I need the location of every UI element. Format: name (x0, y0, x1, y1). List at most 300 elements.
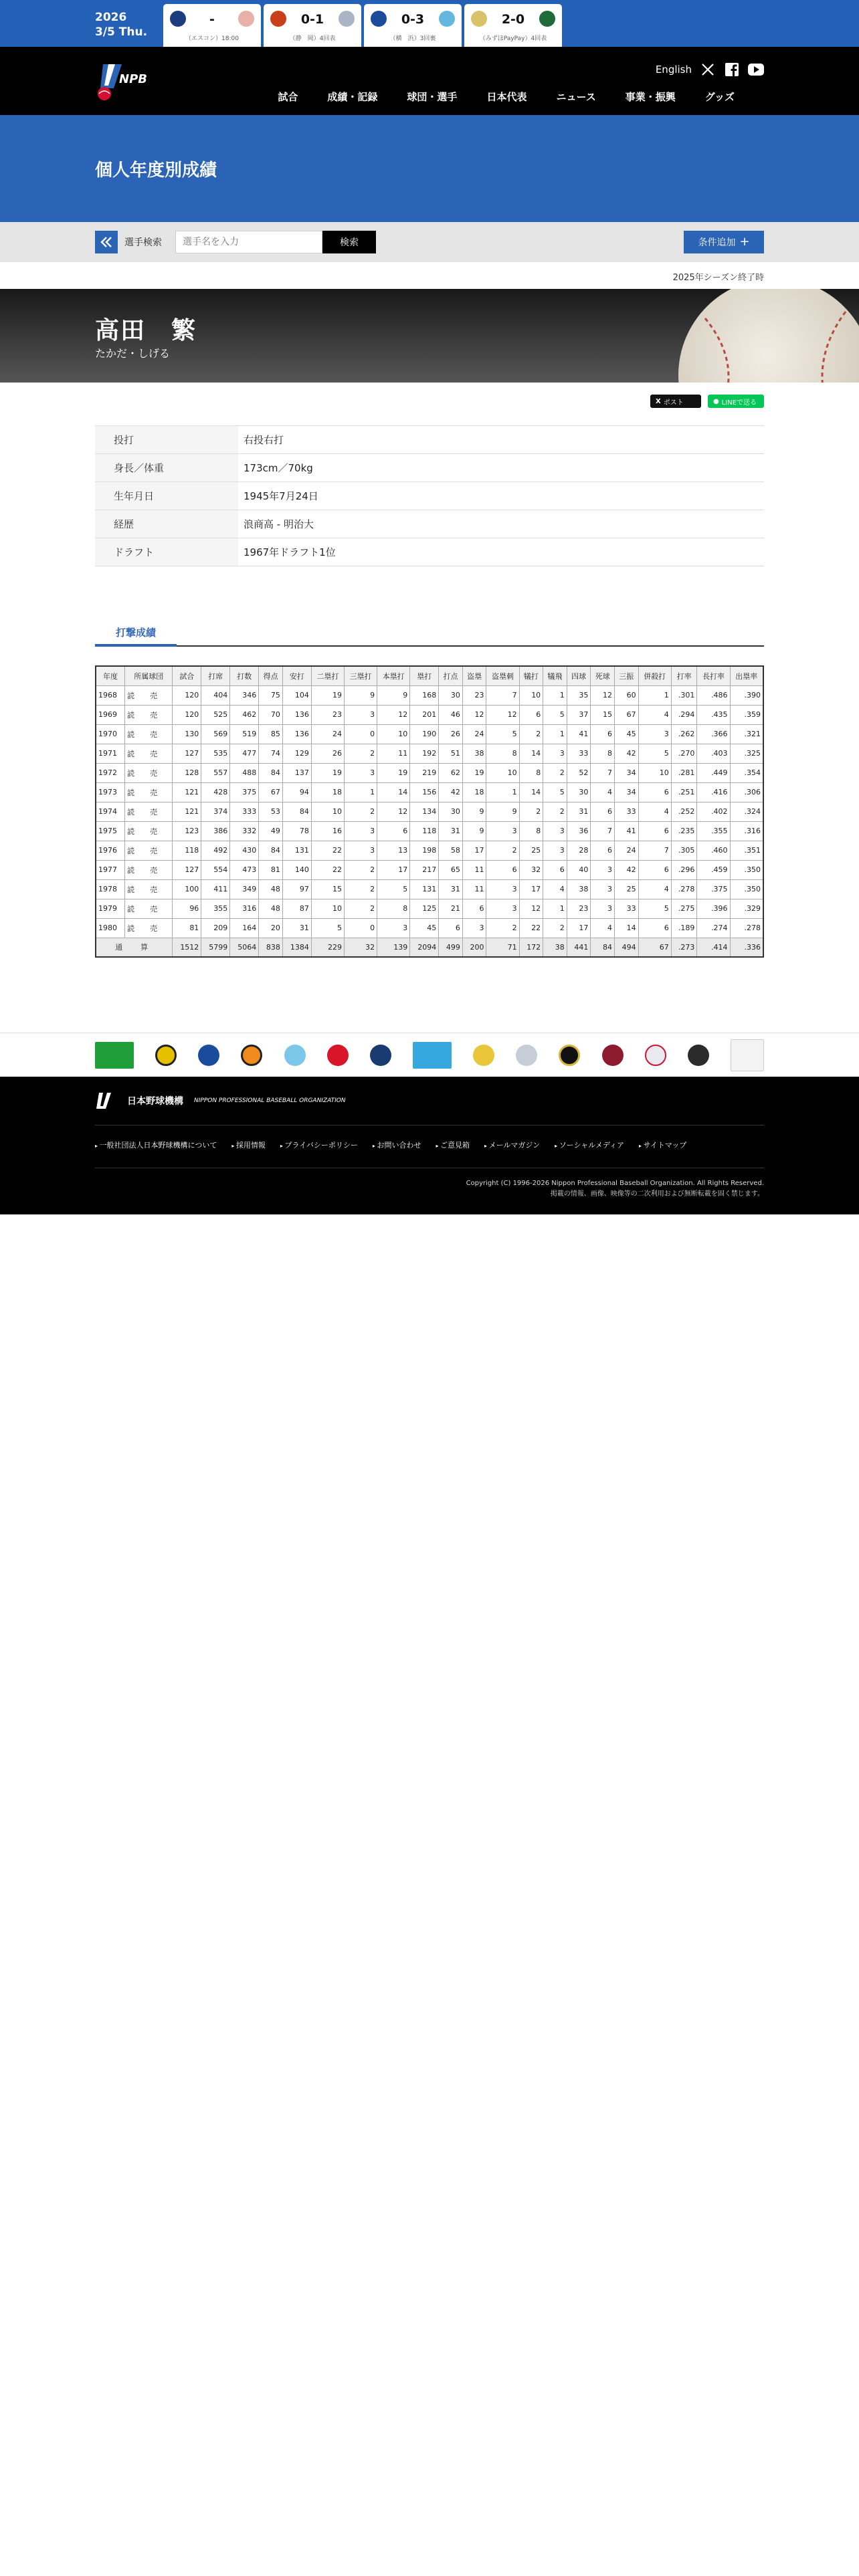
footer-link-sitemap[interactable]: ▸ サイトマップ (639, 1140, 686, 1150)
footer-link-privacy[interactable]: ▸ プライバシーポリシー (280, 1140, 358, 1150)
stats-cell: 31 (439, 821, 463, 841)
stats-cell: 411 (201, 879, 230, 899)
stats-cell: 136 (282, 705, 311, 724)
stats-cell: 49 (259, 821, 283, 841)
stats-row (96, 724, 763, 744)
stats-cell: 569 (201, 724, 230, 744)
npb-logo[interactable] (95, 59, 157, 104)
line-share-button[interactable] (708, 395, 764, 408)
stats-cell: 3 (543, 744, 567, 763)
stats-total-cell: 200 (462, 938, 486, 957)
stats-cell: 読 売 (125, 705, 173, 724)
stats-cell: 1974 (96, 802, 125, 821)
stats-cell: 45 (615, 724, 639, 744)
stats-total-cell: .414 (697, 938, 730, 957)
stats-cell: 58 (439, 841, 463, 860)
nav-games[interactable]: 試合 (278, 91, 298, 103)
copyright-text: Copyright (C) 1996-2026 Nippon Professional Baseball Organization. All Rights Reserved. (466, 1180, 764, 1187)
stats-cell: 3 (486, 899, 519, 918)
stats-cell: 136 (282, 724, 311, 744)
stats-column-header: 得点 (259, 666, 283, 685)
stats-cell: 16 (311, 821, 344, 841)
stats-cell: 22 (311, 841, 344, 860)
stats-cell: 12 (462, 705, 486, 724)
stats-cell: 12 (377, 705, 410, 724)
stats-cell: .252 (671, 802, 697, 821)
search-button[interactable]: 検索 (322, 231, 376, 253)
stats-cell: 5 (638, 899, 671, 918)
stats-cell: 129 (282, 744, 311, 763)
team-logo-icon[interactable] (602, 1045, 624, 1066)
team-logo-icon[interactable] (241, 1045, 262, 1066)
stats-cell: 11 (377, 744, 410, 763)
player-name-input[interactable] (175, 231, 322, 253)
stats-cell: 14 (519, 744, 543, 763)
stats-cell: 24 (311, 724, 344, 744)
game-venue: （エスコン）18:00 (185, 35, 239, 42)
tab-batting[interactable]: 打撃成績 (95, 623, 177, 647)
stats-column-header: 犠打 (519, 666, 543, 685)
page-title: 個人年度別成績 (95, 160, 217, 181)
team-logo-icon[interactable] (688, 1045, 709, 1066)
nav-japan[interactable]: 日本代表 (486, 91, 527, 103)
central-league-logo-icon[interactable] (95, 1042, 134, 1069)
team-logo-icon[interactable] (155, 1045, 177, 1066)
global-nav (263, 88, 749, 106)
stats-cell: 118 (410, 821, 439, 841)
stats-cell: .324 (730, 802, 763, 821)
stats-cell: 36 (567, 821, 591, 841)
stats-column-header: 所属球団 (125, 666, 173, 685)
stats-cell: .275 (671, 899, 697, 918)
stats-cell: 12 (519, 899, 543, 918)
stats-cell: 10 (311, 802, 344, 821)
stats-cell: .449 (697, 763, 730, 782)
stats-cell: 33 (567, 744, 591, 763)
batting-stats-table (95, 665, 764, 958)
site-footer (0, 1077, 859, 1214)
team-logo-icon[interactable] (284, 1045, 306, 1066)
stats-cell: .281 (671, 763, 697, 782)
nav-goods[interactable]: グッズ (704, 91, 735, 103)
profile-row (95, 510, 764, 538)
stats-cell: 121 (173, 782, 201, 802)
stats-row (96, 841, 763, 860)
stats-cell: 19 (377, 763, 410, 782)
stats-cell: 3 (345, 763, 377, 782)
stats-cell: 読 売 (125, 821, 173, 841)
stats-cell: 1969 (96, 705, 125, 724)
stats-cell: 374 (201, 802, 230, 821)
stats-cell: 26 (311, 744, 344, 763)
game-list (163, 4, 562, 47)
stats-cell: 読 売 (125, 918, 173, 938)
stats-cell: 22 (519, 918, 543, 938)
game-score: 0-3 (401, 12, 425, 27)
player-search-bar (0, 222, 859, 262)
stats-total-cell: 2094 (410, 938, 439, 957)
stats-cell: 7 (591, 763, 615, 782)
stats-cell: 1980 (96, 918, 125, 938)
stats-cell: 2 (519, 724, 543, 744)
stats-cell: 120 (173, 705, 201, 724)
stats-total-row (96, 938, 763, 957)
stats-cell: 1970 (96, 724, 125, 744)
npb-mark-icon (95, 1091, 122, 1110)
game-venue: （静 岡）4回表 (289, 35, 336, 42)
stats-cell: 31 (567, 802, 591, 821)
search-toggle-button[interactable] (95, 231, 118, 253)
stats-total-label: 通 算 (96, 938, 173, 957)
stats-cell: 14 (519, 782, 543, 802)
stats-cell: 1 (345, 782, 377, 802)
stats-cell: .262 (671, 724, 697, 744)
stats-cell: 5 (543, 782, 567, 802)
stats-cell: 84 (282, 802, 311, 821)
stats-cell: 2 (486, 918, 519, 938)
stats-cell: 131 (410, 879, 439, 899)
stats-cell: 10 (486, 763, 519, 782)
samurai-japan-logo-icon[interactable] (731, 1039, 764, 1071)
nav-news[interactable]: ニュース (556, 91, 596, 103)
stats-cell: 192 (410, 744, 439, 763)
stats-cell: 4 (638, 705, 671, 724)
stats-cell: 4 (543, 879, 567, 899)
stats-cell: 2 (543, 763, 567, 782)
stats-cell: 12 (486, 705, 519, 724)
stats-cell: 38 (462, 744, 486, 763)
stats-cell: 41 (567, 724, 591, 744)
game-score: - (209, 12, 215, 27)
stats-cell: 96 (173, 899, 201, 918)
stats-cell: 9 (462, 821, 486, 841)
stats-cell: .306 (730, 782, 763, 802)
stats-cell: .296 (671, 860, 697, 879)
stats-cell: 554 (201, 860, 230, 879)
add-condition-button[interactable] (684, 231, 764, 253)
today-date (95, 7, 163, 39)
stats-cell: 519 (230, 724, 259, 744)
game-card[interactable] (464, 4, 562, 47)
stats-column-header: 四球 (567, 666, 591, 685)
stats-cell: .321 (730, 724, 763, 744)
stats-total-cell: 838 (259, 938, 283, 957)
stats-cell: .354 (730, 763, 763, 782)
stats-cell: 355 (201, 899, 230, 918)
footer-link-about[interactable]: ▸ 一般社団法人日本野球機構について (95, 1140, 217, 1150)
x-icon[interactable] (700, 62, 716, 78)
stats-cell: 読 売 (125, 841, 173, 860)
stats-cell: 4 (591, 782, 615, 802)
season-status: 2025年シーズン終了時 (672, 273, 764, 283)
stats-total-cell: 1384 (282, 938, 311, 957)
game-score: 2-0 (501, 12, 525, 27)
stats-cell: 404 (201, 685, 230, 705)
stats-cell: 85 (259, 724, 283, 744)
player-kana: たかだ・しげる (95, 347, 171, 360)
stats-cell: 32 (519, 860, 543, 879)
stats-column-header: 死球 (591, 666, 615, 685)
stats-cell: 46 (439, 705, 463, 724)
stats-row (96, 685, 763, 705)
stats-cell: 26 (439, 724, 463, 744)
profile-row (95, 454, 764, 482)
stats-cell: 42 (439, 782, 463, 802)
stats-cell: .396 (697, 899, 730, 918)
stats-total-cell: 499 (439, 938, 463, 957)
stats-cell: 316 (230, 899, 259, 918)
site-header (0, 47, 859, 115)
line-share-label: LINEで送る (721, 399, 757, 407)
stats-cell: 168 (410, 685, 439, 705)
stats-cell: 9 (377, 685, 410, 705)
stats-column-header: 三塁打 (345, 666, 377, 685)
stats-cell: 読 売 (125, 763, 173, 782)
stats-cell: 488 (230, 763, 259, 782)
profile-value: 1967年ドラフト1位 (238, 538, 764, 566)
team-logo-icon[interactable] (198, 1045, 219, 1066)
stats-cell: 140 (282, 860, 311, 879)
stats-cell: 67 (615, 705, 639, 724)
stats-cell: 48 (259, 899, 283, 918)
footer-link-mailmagazine[interactable]: ▸ メールマガジン (484, 1140, 540, 1150)
stats-cell: .325 (730, 744, 763, 763)
stats-cell: 3 (638, 724, 671, 744)
stats-cell: 14 (377, 782, 410, 802)
footer-logo[interactable] (95, 1091, 346, 1110)
stats-cell: 22 (311, 860, 344, 879)
profile-value: 1945年7月24日 (238, 482, 764, 510)
stats-cell: 24 (462, 724, 486, 744)
stats-cell: 557 (201, 763, 230, 782)
stats-cell: 430 (230, 841, 259, 860)
stats-cell: 読 売 (125, 744, 173, 763)
stats-cell: .278 (730, 918, 763, 938)
stats-cell: 1979 (96, 899, 125, 918)
stats-cell: 3 (591, 860, 615, 879)
stats-cell: .416 (697, 782, 730, 802)
footer-link-contact[interactable]: ▸ お問い合わせ (373, 1140, 421, 1150)
stats-total-cell: 5064 (230, 938, 259, 957)
stats-cell: 1 (543, 724, 567, 744)
stats-cell: 3 (486, 821, 519, 841)
stats-column-header: 打席 (201, 666, 230, 685)
stats-cell: 読 売 (125, 860, 173, 879)
stats-cell: 18 (311, 782, 344, 802)
stats-cell: 84 (259, 841, 283, 860)
stats-column-header: 三振 (615, 666, 639, 685)
stats-cell: 6 (462, 899, 486, 918)
stats-column-header: 本塁打 (377, 666, 410, 685)
stats-cell: 94 (282, 782, 311, 802)
english-link[interactable]: English (655, 64, 692, 76)
stats-row (96, 744, 763, 763)
stats-cell: 1976 (96, 841, 125, 860)
team-logo-strip (0, 1033, 859, 1077)
stats-cell: 25 (519, 841, 543, 860)
x-icon: X (656, 397, 661, 405)
stats-cell: 13 (377, 841, 410, 860)
stats-cell: 1975 (96, 821, 125, 841)
stats-cell: 127 (173, 744, 201, 763)
stats-cell: 7 (486, 685, 519, 705)
profile-row (95, 538, 764, 566)
stats-cell: .350 (730, 860, 763, 879)
stats-cell: 8 (591, 744, 615, 763)
team-logo-icon (539, 11, 555, 27)
stats-cell: .251 (671, 782, 697, 802)
stats-cell: 25 (615, 879, 639, 899)
team-logo-icon[interactable] (645, 1045, 666, 1066)
youtube-icon[interactable] (748, 62, 764, 78)
stats-total-cell: 441 (567, 938, 591, 957)
stats-cell: 123 (173, 821, 201, 841)
stats-row (96, 705, 763, 724)
stats-cell: .235 (671, 821, 697, 841)
footer-link-social[interactable]: ▸ ソーシャルメディア (555, 1140, 624, 1150)
stats-cell: 48 (259, 879, 283, 899)
stats-cell: 41 (615, 821, 639, 841)
facebook-icon[interactable] (724, 62, 740, 78)
nav-teams[interactable]: 球団・選手 (407, 91, 458, 103)
stats-cell: 3 (462, 918, 486, 938)
stats-cell: 87 (282, 899, 311, 918)
stats-cell: 62 (439, 763, 463, 782)
stats-cell: 20 (259, 918, 283, 938)
stats-cell: 118 (173, 841, 201, 860)
stats-cell: 3 (345, 705, 377, 724)
stats-cell: 10 (377, 724, 410, 744)
stats-cell: 19 (311, 763, 344, 782)
nav-stats[interactable]: 成績・記録 (327, 91, 378, 103)
pacific-league-logo-icon[interactable] (413, 1042, 452, 1069)
stats-cell: 6 (638, 821, 671, 841)
footer-links (95, 1140, 686, 1150)
stats-cell: 30 (439, 802, 463, 821)
game-card[interactable] (264, 4, 361, 47)
stats-cell: 6 (543, 860, 567, 879)
stats-cell: 読 売 (125, 899, 173, 918)
stats-cell: .355 (697, 821, 730, 841)
stats-column-header: 二塁打 (311, 666, 344, 685)
stats-cell: 6 (638, 860, 671, 879)
stats-column-header: 盗塁刺 (486, 666, 519, 685)
stats-total-cell: 67 (638, 938, 671, 957)
stats-column-header: 安打 (282, 666, 311, 685)
team-logo-icon[interactable] (473, 1045, 494, 1066)
stats-total-cell: .273 (671, 938, 697, 957)
stats-total-cell: 38 (543, 938, 567, 957)
stats-cell: 121 (173, 802, 201, 821)
stats-cell: 333 (230, 802, 259, 821)
stats-cell: 12 (377, 802, 410, 821)
profile-value: 右投右打 (238, 426, 764, 454)
team-logo-icon[interactable] (327, 1045, 349, 1066)
profile-label: 生年月日 (95, 482, 238, 510)
stats-cell: 8 (486, 744, 519, 763)
stats-cell: 42 (615, 744, 639, 763)
team-logo-icon[interactable] (559, 1045, 580, 1066)
stats-total-cell: 5799 (201, 938, 230, 957)
footer-link-recruit[interactable]: ▸ 採用情報 (231, 1140, 266, 1150)
stats-cell: 201 (410, 705, 439, 724)
stats-cell: 8 (519, 821, 543, 841)
double-chevron-left-icon (99, 235, 114, 249)
team-logo-icon[interactable] (370, 1045, 391, 1066)
stats-total-cell: 1512 (173, 938, 201, 957)
team-logo-icon[interactable] (516, 1045, 537, 1066)
footer-link-feedback[interactable]: ▸ ご意見箱 (436, 1140, 470, 1150)
game-card[interactable] (163, 4, 261, 47)
stats-cell: 31 (282, 918, 311, 938)
game-card[interactable] (364, 4, 462, 47)
stats-cell: 53 (259, 802, 283, 821)
stats-cell: 9 (345, 685, 377, 705)
stats-column-header: 併殺打 (638, 666, 671, 685)
profile-value: 173cm／70kg (238, 454, 764, 482)
stats-cell: 1977 (96, 860, 125, 879)
stats-cell: 100 (173, 879, 201, 899)
stats-cell: .350 (730, 879, 763, 899)
stats-cell: .459 (697, 860, 730, 879)
stats-cell: 19 (311, 685, 344, 705)
stats-cell: 3 (345, 841, 377, 860)
profile-row (95, 426, 764, 454)
stats-cell: 156 (410, 782, 439, 802)
stats-cell: 10 (311, 899, 344, 918)
stats-cell: 75 (259, 685, 283, 705)
stats-cell: 読 売 (125, 724, 173, 744)
stats-cell: .329 (730, 899, 763, 918)
stats-cell: 10 (519, 685, 543, 705)
stats-cell: 8 (519, 763, 543, 782)
stats-row (96, 879, 763, 899)
x-post-button[interactable] (650, 395, 701, 408)
stats-cell: .294 (671, 705, 697, 724)
stats-cell: 3 (486, 879, 519, 899)
x-post-label: ポスト (663, 399, 684, 407)
stats-cell: 84 (259, 763, 283, 782)
nav-business[interactable]: 事業・振興 (625, 91, 676, 103)
stats-cell: 127 (173, 860, 201, 879)
stats-cell: 78 (282, 821, 311, 841)
stats-cell: 37 (567, 705, 591, 724)
stats-column-header: 打数 (230, 666, 259, 685)
stats-cell: 2 (345, 802, 377, 821)
stats-cell: .189 (671, 918, 697, 938)
stats-cell: 読 売 (125, 802, 173, 821)
stats-cell: 33 (615, 899, 639, 918)
stats-cell: 2 (486, 841, 519, 860)
stats-total-cell: 84 (591, 938, 615, 957)
stats-cell: .316 (730, 821, 763, 841)
stats-cell: 42 (615, 860, 639, 879)
stats-cell: 525 (201, 705, 230, 724)
stats-total-cell: 71 (486, 938, 519, 957)
profile-label: 身長／体重 (95, 454, 238, 482)
stats-cell: 349 (230, 879, 259, 899)
stats-cell: 33 (615, 802, 639, 821)
stats-cell: 読 売 (125, 685, 173, 705)
stats-cell: 10 (638, 763, 671, 782)
stats-cell: 375 (230, 782, 259, 802)
stats-cell: 74 (259, 744, 283, 763)
stats-cell: 535 (201, 744, 230, 763)
stats-cell: 190 (410, 724, 439, 744)
stats-cell: 60 (615, 685, 639, 705)
footer-org-name: 日本野球機構 (127, 1096, 183, 1107)
stats-cell: 67 (259, 782, 283, 802)
